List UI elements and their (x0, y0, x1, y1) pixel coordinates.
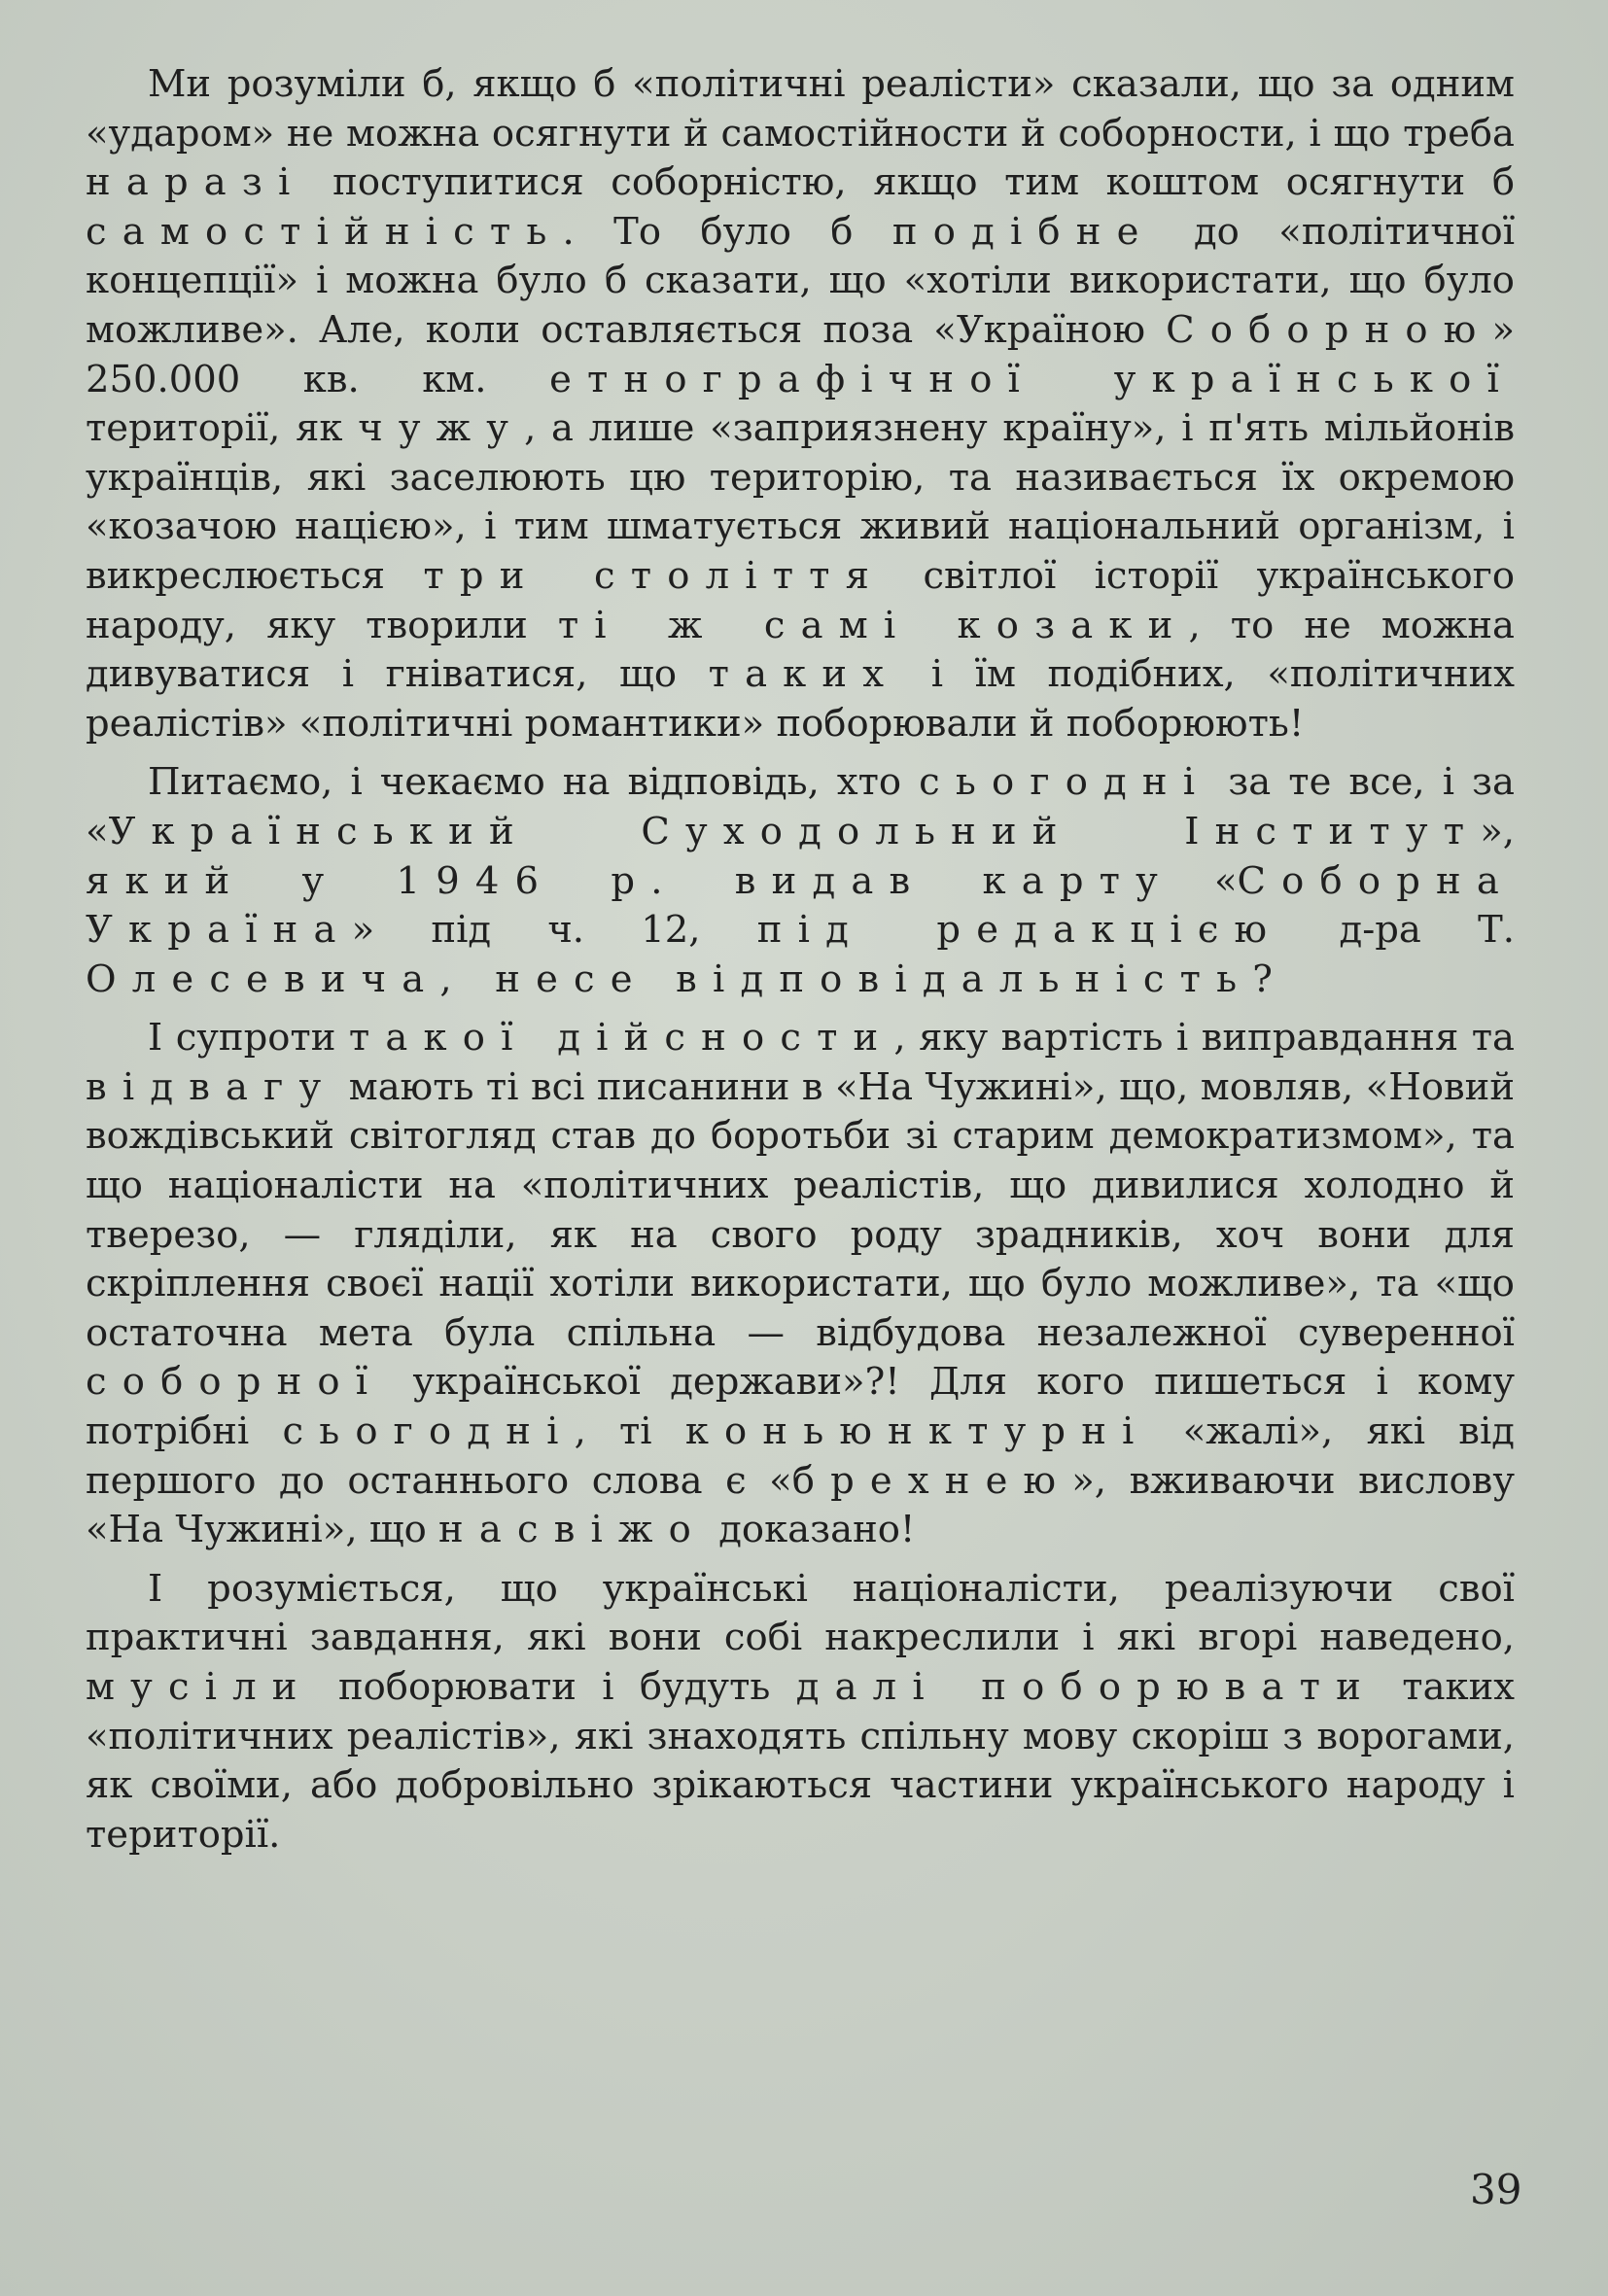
spaced-emphasis-text: сьогодні (919, 760, 1211, 805)
text-run: Питаємо, і чекаємо на відповідь, хто (148, 760, 920, 805)
spaced-emphasis-text: брехнею (791, 1458, 1072, 1503)
body-text (86, 60, 1515, 1869)
text-run: » під ч. 12, (351, 908, 757, 953)
spaced-emphasis-text: три століття (423, 553, 886, 598)
text-run: , а лише «заприязнену країну», і п'ять мільйонів українців, які заселюють цю територію, та називається їх окремою «козачою нацією», і тим шматується живий національний організм, і викреслюється (86, 406, 1515, 598)
text-run: І супроти (148, 1016, 349, 1061)
spaced-emphasis-text: далі поборювати (795, 1665, 1377, 1709)
spaced-emphasis-text: наразі (86, 160, 306, 205)
spaced-emphasis-text: подібне (891, 209, 1155, 254)
spaced-emphasis-text: такої дійсности (348, 1016, 894, 1061)
text-run: І розуміється, що українські націоналісти, реалізуючи свої практичні завдання, які вони собі накреслили і які вгорі наведено, (86, 1566, 1515, 1660)
text-run: до «політичної концепції» і можна було б сказати, що «хотіли використати, що було можливе». Але, коли оставляється поза «Україною (86, 209, 1516, 352)
text-run: », вживаючи вислову «На Чужині», що (86, 1458, 1515, 1552)
spaced-emphasis-text: Український Суходольний Інститут (108, 809, 1481, 853)
text-run: , яку вартість і виправдання та (893, 1016, 1516, 1061)
text-run: світлої історії українського народу, яку творили (86, 553, 1515, 647)
spaced-emphasis-text: під редакцією (756, 908, 1283, 953)
spaced-emphasis-text: Олесевича, несе відповідальність? (86, 957, 1289, 1001)
page-number: 39 (1470, 2166, 1522, 2213)
text-run: доказано! (706, 1508, 916, 1552)
text-run: мають ті всі писанини в «На Чужині», що, мовляв, «Новий вождівський світогляд став до боротьби зі старим демократизмом», та що націоналісти на «політичних реалістів, що дивилися холодно й тверезо, — гляділи, як на свого роду зрадників, хоч вони для скріплення своєї нації хотіли використати, що було можливе», та «що остаточна мета була спільна — відбудова незалежної суверенної (86, 1064, 1515, 1355)
spaced-emphasis-text: насвіжо (438, 1508, 707, 1552)
text-run: поступитися соборністю, якщо тим коштом осягнути б (305, 160, 1515, 205)
text-run: «жалі», які від першого до останнього слова є « (86, 1409, 1516, 1503)
paragraph-4 (86, 1565, 1515, 1861)
paragraph-3 (86, 1014, 1515, 1555)
text-run: д-ра Т. (1282, 908, 1515, 953)
text-run: », (1480, 809, 1515, 853)
spaced-emphasis-text: самостійність (86, 209, 563, 254)
text-run: поборювати і будуть (312, 1665, 796, 1709)
spaced-emphasis-text: коньюнктурні (684, 1409, 1150, 1454)
text-run: Ми розуміли б, якщо б «політичні реалісти» сказали, що за одним «ударом» не можна осягнути й самостійности й соборности, і що треба (86, 62, 1515, 156)
paragraph-1 (86, 60, 1515, 748)
paragraph-2 (86, 758, 1515, 1004)
text-run: і їм подібних, «політичних реалістів» «політичні романтики» поборювали й поборюють! (86, 652, 1515, 746)
spaced-emphasis-text: таких (708, 652, 900, 697)
spaced-emphasis-text: Соборна Україна (86, 858, 1515, 953)
spaced-emphasis-text: який у 1946 р. видав карту (86, 858, 1173, 903)
text-run: таких «політичних реалістів», які знаходять спільну мову скоріш з ворогами, як своїми, або добровільно зрікаються частини українського народу і території. (86, 1665, 1515, 1857)
text-run: української держави»?! Для кого пишеться і кому потрібні (86, 1360, 1515, 1454)
spaced-emphasis-text: соборної (86, 1360, 384, 1405)
spaced-emphasis-text: ті ж самі козаки (557, 603, 1189, 647)
text-run: за те все, і за « (86, 760, 1516, 853)
text-run: , ті (574, 1409, 685, 1454)
text-run: території, як (86, 406, 359, 451)
spaced-emphasis-text: чужу (358, 406, 525, 451)
spaced-emphasis-text: етнографічної української (549, 357, 1515, 401)
text-run: » 250.000 кв. км. (86, 307, 1515, 401)
spaced-emphasis-text: мусіли (86, 1665, 313, 1709)
text-run: « (1172, 858, 1238, 903)
spaced-emphasis-text: сьогодні (282, 1409, 575, 1454)
text-run: , то не можна дивуватися і гніватися, що (86, 603, 1516, 697)
text-run: . То було б (562, 209, 892, 254)
spaced-emphasis-text: відвагу (86, 1064, 337, 1109)
spaced-emphasis-text: Соборною (1166, 307, 1492, 352)
